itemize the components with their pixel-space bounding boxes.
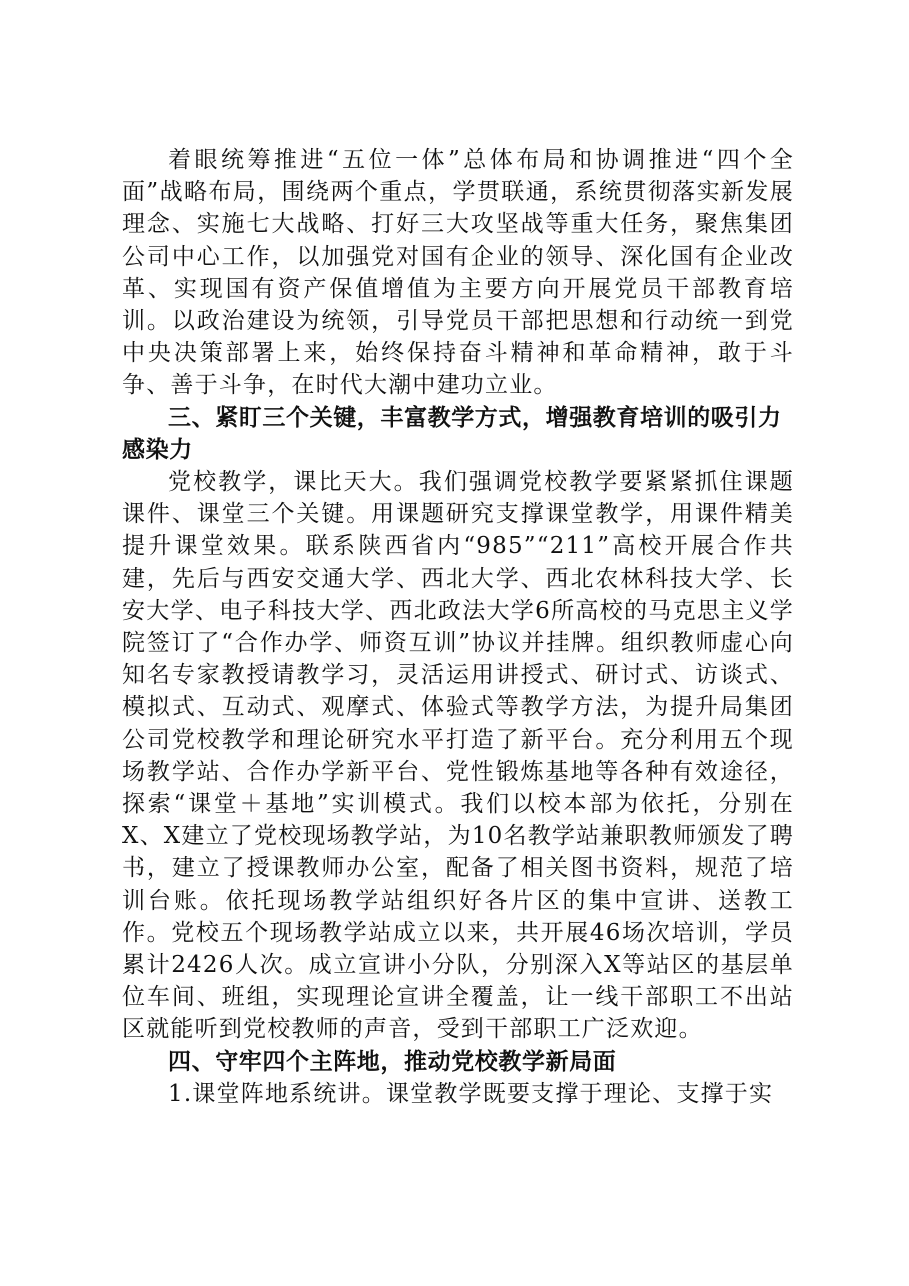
body-paragraph: 1.课堂阵地系统讲。课堂教学既要支撑于理论、支撑于实 (168, 1080, 774, 1107)
body-paragraph: 着眼统筹推进“五位一体”总体布局和协调推进“四个全面”战略布局，围绕两个重点，学贯联通，系统贯彻落实新发展理念、实施七大战略、打好三大攻坚战等重大任务，聚焦集团公司中心工作，以加强党对国有企业的领导、深化国有企业改革、实现国有资产保值增值为主要方向开展党员干部教育培训。以政治建设为统领，引导党员干部把思想和行动统一到党中央决策部署上来，始终保持奋斗精神和革命精神，敢于斗争、善于斗争，在时代大潮中建功立业。 (122, 147, 794, 399)
body-paragraph: 党校教学，课比天大。我们强调党校教学要紧紧抓住课题课件、课堂三个关键。用课题研究支撑课堂教学，用课件精美提升课堂效果。联系陕西省内“985”“211”高校开展合作共建，先后与西安交通大学、西北大学、西北农林科技大学、长安大学、电子科技大学、西北政法大学6所高校的马克思主义学院签订了“合作办学、师资互训”协议并挂牌。组织教师虚心向知名专家教授请教学习，灵活运用讲授式、研讨式、访谈式、模拟式、互动式、观摩式、体验式等教学方法，为提升局集团公司党校教学和理论研究水平打造了新平台。充分利用五个现场教学站、合作办学新平台、党性锻炼基地等各种有效途径，探索“课堂＋基地”实训模式。我们以校本部为依托，分别在X、X建立了党校现场教学站，为10名教学站兼职教师颁发了聘书，建立了授课教师办公室，配备了相关图书资料，规范了培训台账。依托现场教学站组织好各片区的集中宣讲、送教工作。党校五个现场教学站成立以来，共开展46场次培训，学员累计2426人次。成立宣讲小分队，分别深入X等站区的基层单位车间、班组，实现理论宣讲全覆盖，让一线干部职工不出站区就能听到党校教师的声音，受到干部职工广泛欢迎。 (122, 469, 794, 1043)
document-body (122, 144, 794, 1110)
section-heading-3: 三、紧盯三个关键，丰富教学方式，增强教育培训的吸引力感染力 (122, 404, 782, 463)
section-heading-4: 四、守牢四个主阵地，推动党校教学新局面 (168, 1048, 617, 1075)
